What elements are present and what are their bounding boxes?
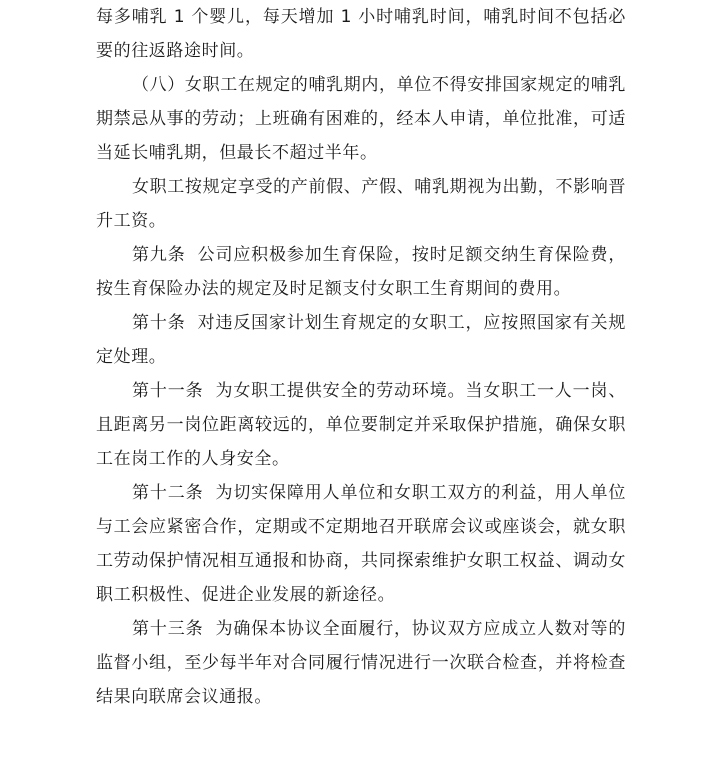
paragraph-article-11 (96, 374, 626, 476)
paragraph-attendance (96, 170, 626, 238)
paragraph-text: 为女职工提供安全的劳动环境。当女职工一人一岗、且距离另一岗位距离较远的，单位要制定并采取保护措施，确保女职工在岗工作的人身安全。 (96, 381, 626, 469)
paragraph-text: 每多哺乳 1 个婴儿，每天增加 1 小时哺乳时间，哺乳时间不包括必要的往返路途时间。 (96, 7, 626, 61)
paragraph-article-9 (96, 238, 626, 306)
paragraph-text: 为切实保障用人单位和女职工双方的利益，用人单位与工会应紧密合作，定期或不定期地召开联席会议或座谈会，就女职工劳动保护情况相互通报和协商，共同探索维护女职工权益、调动女职工积极性、促进企业发展的新途径。 (96, 483, 626, 605)
paragraph-text: 女职工按规定享受的产前假、产假、哺乳期视为出勤，不影响晋升工资。 (96, 177, 626, 231)
paragraph-text: 对违反国家计划生育规定的女职工，应按照国家有关规定处理。 (96, 313, 626, 367)
paragraph-article-12 (96, 476, 626, 612)
paragraph-article-13 (96, 612, 626, 714)
article-number: 第十一条 (132, 381, 204, 401)
article-number: 第十二条 (132, 483, 204, 503)
article-number: 第十条 (132, 313, 186, 333)
article-number: 第九条 (132, 245, 186, 265)
paragraph-text: 公司应积极参加生育保险，按时足额交纳生育保险费，按生育保险办法的规定及时足额支付女职工生育期间的费用。 (96, 245, 626, 299)
document-page (96, 0, 626, 714)
paragraph-text: 为确保本协议全面履行，协议双方应成立人数对等的监督小组，至少每半年对合同履行情况进行一次联合检查，并将检查结果向联席会议通报。 (96, 619, 626, 707)
paragraph-article-10 (96, 306, 626, 374)
paragraph-text: （八）女职工在规定的哺乳期内，单位不得安排国家规定的哺乳期禁忌从事的劳动；上班确有困难的，经本人申请，单位批准，可适当延长哺乳期，但最长不超过半年。 (96, 75, 626, 163)
paragraph-nursing-time-continued (96, 0, 626, 68)
paragraph-item-8 (96, 68, 626, 170)
article-number: 第十三条 (132, 619, 204, 639)
